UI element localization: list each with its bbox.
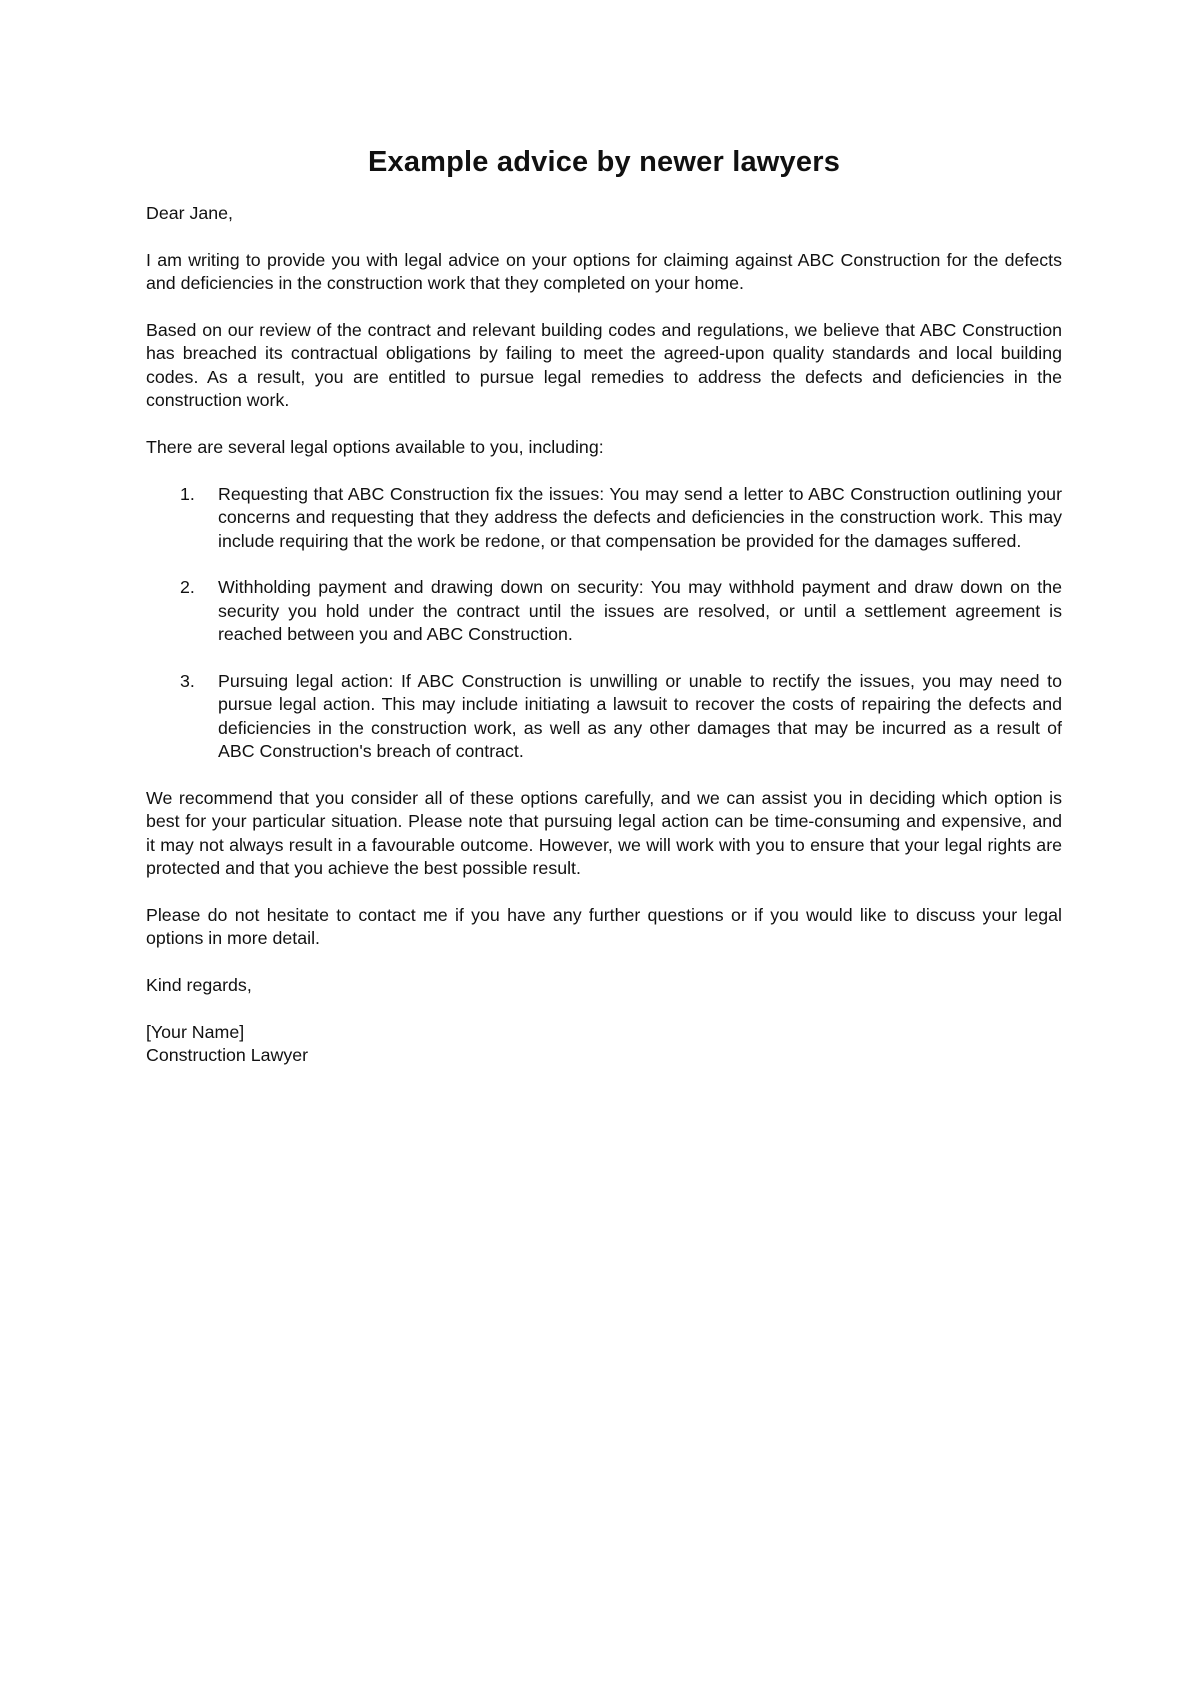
document-title: Example advice by newer lawyers — [367, 146, 841, 178]
contact-paragraph: Please do not hesitate to contact me if you have any further questions or if you would like to discuss your legal options in more detail. — [146, 905, 1062, 949]
options-list — [146, 483, 1062, 764]
signature-block — [146, 1021, 1062, 1068]
signature-name: [Your Name] — [146, 1022, 245, 1043]
salutation: Dear Jane, — [146, 203, 233, 223]
recommendation-paragraph: We recommend that you consider all of these options carefully, and we can assist you in deciding which option is best for your particular situation. Please note that pursuing legal action can be time-consuming and expensive, and it may not always result in a favourable outcome. However, we will work with you to ensure that your legal rights are protected and that you achieve the best possible result. — [146, 788, 1062, 879]
signoff: Kind regards, — [146, 975, 252, 996]
list-item-number: 1. — [180, 483, 195, 504]
list-item-number: 3. — [180, 671, 195, 692]
list-item-text: Requesting that ABC Construction fix the issues: You may send a letter to ABC Construction outlining your concerns and requesting that they address the defects and deficiencies in the construction work. This may include requiring that the work be redone, or that compensation be provided for the damages suffered. — [218, 483, 1062, 551]
list-item-text: Pursuing legal action: If ABC Construction is unwilling or unable to rectify the issues, you may need to pursue legal action. This may include initiating a lawsuit to recover the costs of repairing the defects and deficiencies in the construction work, as well as any other damages that may be incurred as a result of ABC Construction's breach of contract. — [218, 671, 1062, 762]
options-intro-paragraph: There are several legal options available to you, including: — [146, 437, 604, 458]
list-item — [146, 670, 1062, 764]
letter-page — [146, 144, 1062, 1068]
intro-paragraph: I am writing to provide you with legal advice on your options for claiming against ABC Construction for the defects and deficiencies in the construction work that they completed on your home. — [146, 249, 1062, 294]
list-item — [146, 576, 1062, 646]
review-paragraph: Based on our review of the contract and relevant building codes and regulations, we believe that ABC Construction has breached its contractual obligations by failing to meet the agreed-upon quality standards and local building codes. As a result, you are entitled to pursue legal remedies to address the defects and deficiencies in the construction work. — [146, 320, 1062, 411]
signature-title: Construction Lawyer — [146, 1045, 309, 1066]
list-item-text: Withholding payment and drawing down on security: You may withhold payment and draw down on the security you hold under the contract until the issues are resolved, or until a settlement agreement is reached between you and ABC Construction. — [218, 577, 1062, 645]
list-item-number: 2. — [180, 577, 195, 598]
list-item — [146, 483, 1062, 553]
